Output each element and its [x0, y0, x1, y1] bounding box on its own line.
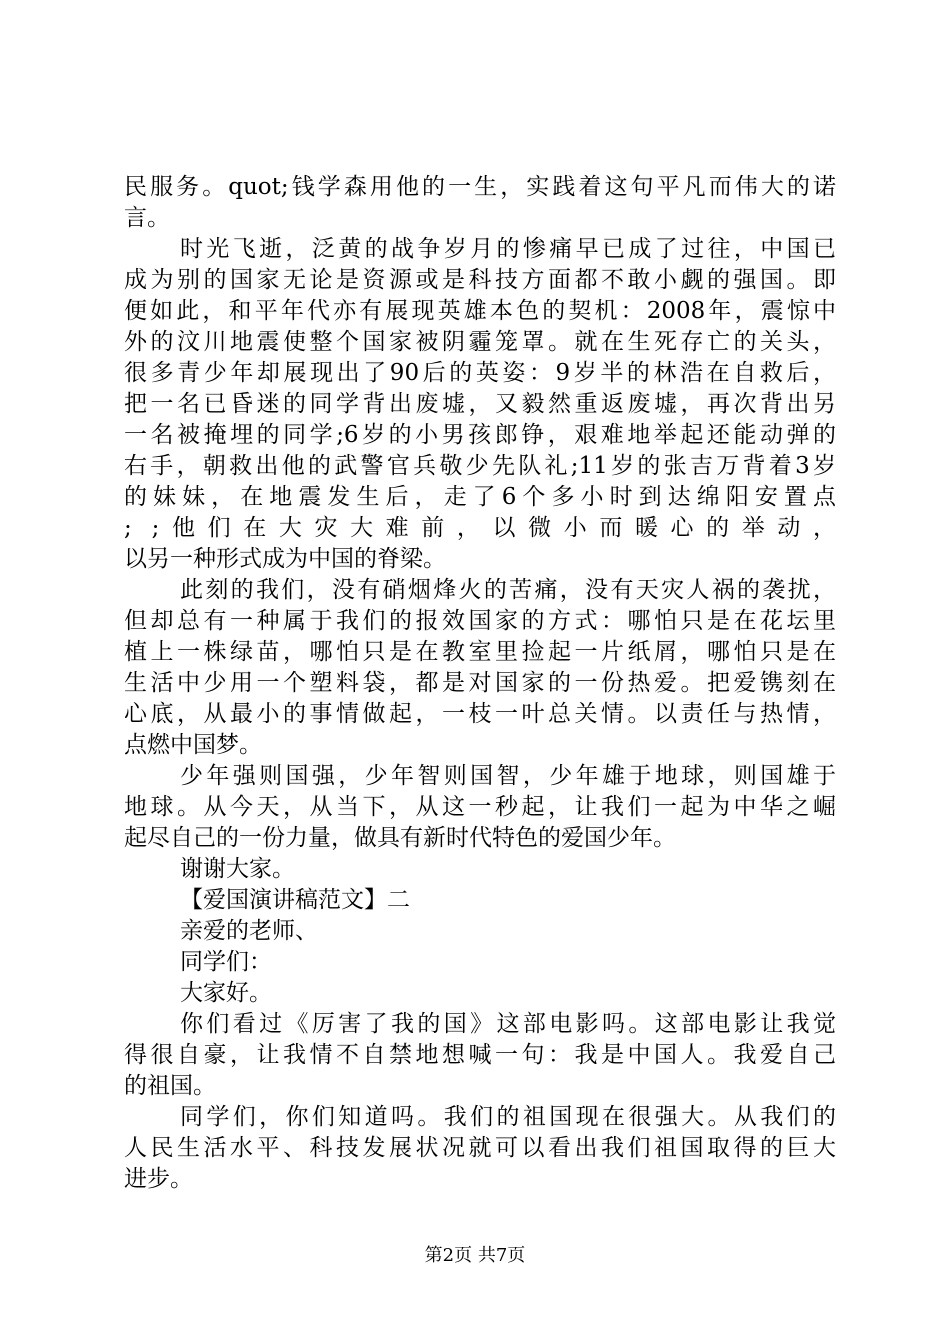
text-line: 的祖国。: [124, 1073, 216, 1099]
text-line: 【爱国演讲稿范文】二: [180, 887, 410, 913]
text-line: 谢谢大家。: [180, 856, 295, 882]
text-line: 亲爱的老师、: [180, 918, 318, 944]
text-line: 人民生活水平、科技发展状况就可以看出我们祖国取得的巨大: [124, 1135, 836, 1161]
text-line: 地球。从今天，从当下，从这一秒起，让我们一起为中华之崛: [124, 794, 836, 820]
document-body: [124, 172, 836, 1195]
text-line: 心底，从最小的事情做起，一枝一叶总关情。以责任与热情，: [124, 701, 836, 727]
text-line: 同学们，你们知道吗。我们的祖国现在很强大。从我们的: [180, 1104, 836, 1130]
text-line: 但却总有一种属于我们的报效国家的方式：哪怕只是在花坛里: [124, 608, 836, 634]
text-line: ; ;他们在大灾大难前，以微小而暖心的举动，: [124, 515, 836, 541]
text-line: 起尽自己的一份力量，做具有新时代特色的爱国少年。: [124, 825, 676, 851]
text-line: 便如此，和平年代亦有展现英雄本色的契机：2008年，震惊中: [124, 298, 836, 324]
text-line: 把一名已昏迷的同学背出废墟，又毅然重返废墟，再次背出另: [124, 391, 836, 417]
text-line: 外的汶川地震使整个国家被阴霾笼罩。就在生死存亡的关头，: [124, 329, 836, 355]
text-line: 你们看过《厉害了我的国》这部电影吗。这部电影让我觉: [180, 1011, 836, 1037]
text-line: 同学们：: [180, 949, 272, 975]
text-line: 少年强则国强，少年智则国智，少年雄于地球，则国雄于: [180, 763, 836, 789]
page-footer: 第2页 共7页: [424, 1245, 526, 1266]
text-line: 生活中少用一个塑料袋，都是对国家的一份热爱。把爱镌刻在: [124, 670, 836, 696]
text-line: 的妹妹，在地震发生后，走了6个多小时到达绵阳安置点: [124, 484, 836, 510]
text-line: 一名被掩埋的同学;6岁的小男孩郎铮，艰难地举起还能动弹的: [124, 422, 836, 448]
text-line: 得很自豪，让我情不自禁地想喊一句：我是中国人。我爱自己: [124, 1042, 836, 1068]
text-line: 此刻的我们，没有硝烟烽火的苦痛，没有天灾人祸的袭扰，: [180, 577, 836, 603]
text-line: 进步。: [124, 1166, 193, 1192]
text-line: 右手，朝救出他的武警官兵敬少先队礼;11岁的张吉万背着3岁: [124, 453, 836, 479]
text-line: 植上一株绿苗，哪怕只是在教室里捡起一片纸屑，哪怕只是在: [124, 639, 836, 665]
text-line: 大家好。: [180, 980, 272, 1006]
text-line: 点燃中国梦。: [124, 732, 262, 758]
text-line: 言。: [124, 205, 170, 231]
text-line: 以另一种形式成为中国的脊梁。: [124, 546, 446, 572]
text-line: 民服务。quot;钱学森用他的一生，实践着这句平凡而伟大的诺: [124, 174, 836, 200]
text-line: 成为别的国家无论是资源或是科技方面都不敢小觑的强国。即: [124, 267, 836, 293]
text-line: 很多青少年却展现出了90后的英姿：9岁半的林浩在自救后，: [124, 360, 836, 386]
text-line: 时光飞逝，泛黄的战争岁月的惨痛早已成了过往，中国已: [180, 236, 836, 262]
